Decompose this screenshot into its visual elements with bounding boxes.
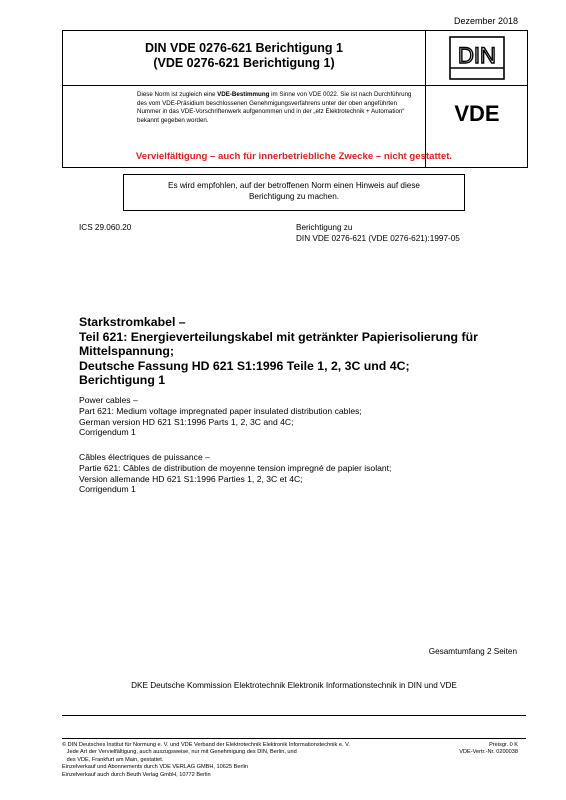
title-german-line: Berichtigung 1 xyxy=(79,373,166,387)
title-french xyxy=(79,452,519,495)
title-german-line: Teil 621: Energieverteilungskabel mit getränkter Papierisolierung für xyxy=(79,329,478,344)
title-english-line: Part 621: Medium voltage impregnated paper insulated distribution cables; xyxy=(79,405,362,416)
title-line-2: (VDE 0276-621 Berichtigung 1) xyxy=(153,56,335,70)
vde-bestimmung-emphasis: VDE-Bestimmung xyxy=(217,91,270,98)
title-english-line: Power cables – xyxy=(79,395,138,405)
reference-line-2: DIN VDE 0276-621 (VDE 0276-621):1997-05 xyxy=(296,233,460,243)
total-pages: Gesamtumfang 2 Seiten xyxy=(428,647,517,656)
dke-committee: DKE Deutsche Kommission Elektrotechnik Elektronik Informationstechnik in DIN und VDE xyxy=(131,681,457,690)
title-english-line: German version HD 621 S1:1996 Parts 1, 2, 3C and 4C; xyxy=(79,416,294,427)
title-german xyxy=(79,315,519,388)
footer-rule-top xyxy=(62,715,526,716)
vde-order-number: VDE-Vertr.-Nr. 0200038 xyxy=(459,749,518,756)
footer-rule-bottom xyxy=(62,738,526,739)
title-german-line: Deutsche Fassung HD 621 S1:1996 Teile 1, 2, 3C und 4C; xyxy=(79,358,410,373)
title-french-line: Corrigendum 1 xyxy=(79,484,136,495)
header-divider-vertical xyxy=(425,31,426,167)
title-german-line: Mittelspannung; xyxy=(79,344,174,358)
din-logo xyxy=(449,36,505,80)
title-english xyxy=(79,395,519,438)
header-divider-horizontal xyxy=(63,85,527,86)
title-english-line: Corrigendum 1 xyxy=(79,427,136,438)
copy-warning: Vervielfältigung – auch für innerbetriebliche Zwecke – nicht gestattet. xyxy=(135,151,453,162)
corrigendum-reference xyxy=(296,223,460,244)
title-line-1: DIN VDE 0276-621 Berichtigung 1 xyxy=(145,41,343,55)
document-title xyxy=(63,41,425,71)
reference-line-1: Berichtigung zu xyxy=(296,223,353,232)
vde-logo-text: VDE xyxy=(454,101,500,125)
footer-line: des VDE, Frankfurt am Main, gestattet. xyxy=(62,756,164,763)
ics-code: ICS 29.060.20 xyxy=(79,223,132,232)
footer-line: © DIN Deutsches Institut für Normung e. V. und VDE Verband der Elektrotechnik Elektronik Informationstechnik e. V. xyxy=(62,742,350,748)
footer-line: Einzelverkauf auch durch Beuth Verlag GmbH, 10772 Berlin xyxy=(62,771,211,778)
price-group: Preisgr. 0 K xyxy=(489,742,518,748)
header-box xyxy=(62,30,528,168)
vde-logo xyxy=(433,101,521,125)
recommendation-line-1: Es wird empfohlen, auf der betroffenen Norm einen Hinweis auf diese xyxy=(168,181,420,190)
price-info xyxy=(459,742,518,757)
standard-status-notice: Diese Norm ist zugleich eine VDE-Bestimmung im Sinne von VDE 0022. Sie ist nach Durchführung des vom VDE-Präsidium beschlossenen Genehmigungsverfahrens unter der oben angeführten Nummer in das VDE-Vorschriftenwerk aufgenommen und in der „etz Elektrotechnik + Automation“ bekannt gegeben worden. xyxy=(137,91,412,124)
title-german-line: Starkstromkabel – xyxy=(79,315,186,329)
title-french-line: Version allemande HD 621 S1:1996 Parties 1, 2, 3C et 4C; xyxy=(79,473,303,484)
document-date: Dezember 2018 xyxy=(453,16,518,26)
din-logo-text: DIN xyxy=(458,43,496,68)
title-french-line: Câbles électriques de puissance – xyxy=(79,452,210,462)
title-french-line: Partie 621: Câbles de distribution de moyenne tension impregné de papier isolant; xyxy=(79,462,392,473)
copyright-footer xyxy=(62,742,442,779)
recommendation-box xyxy=(123,174,465,211)
recommendation-line-2: Berichtigung zu machen. xyxy=(248,192,340,201)
footer-line: Einzelverkauf und Abonnements durch VDE VERLAG GMBH, 10625 Berlin xyxy=(62,764,248,771)
footer-line: Jede Art der Vervielfältigung, auch auszugsweise, nur mit Genehmigung des DIN, Berlin, und xyxy=(62,749,297,756)
